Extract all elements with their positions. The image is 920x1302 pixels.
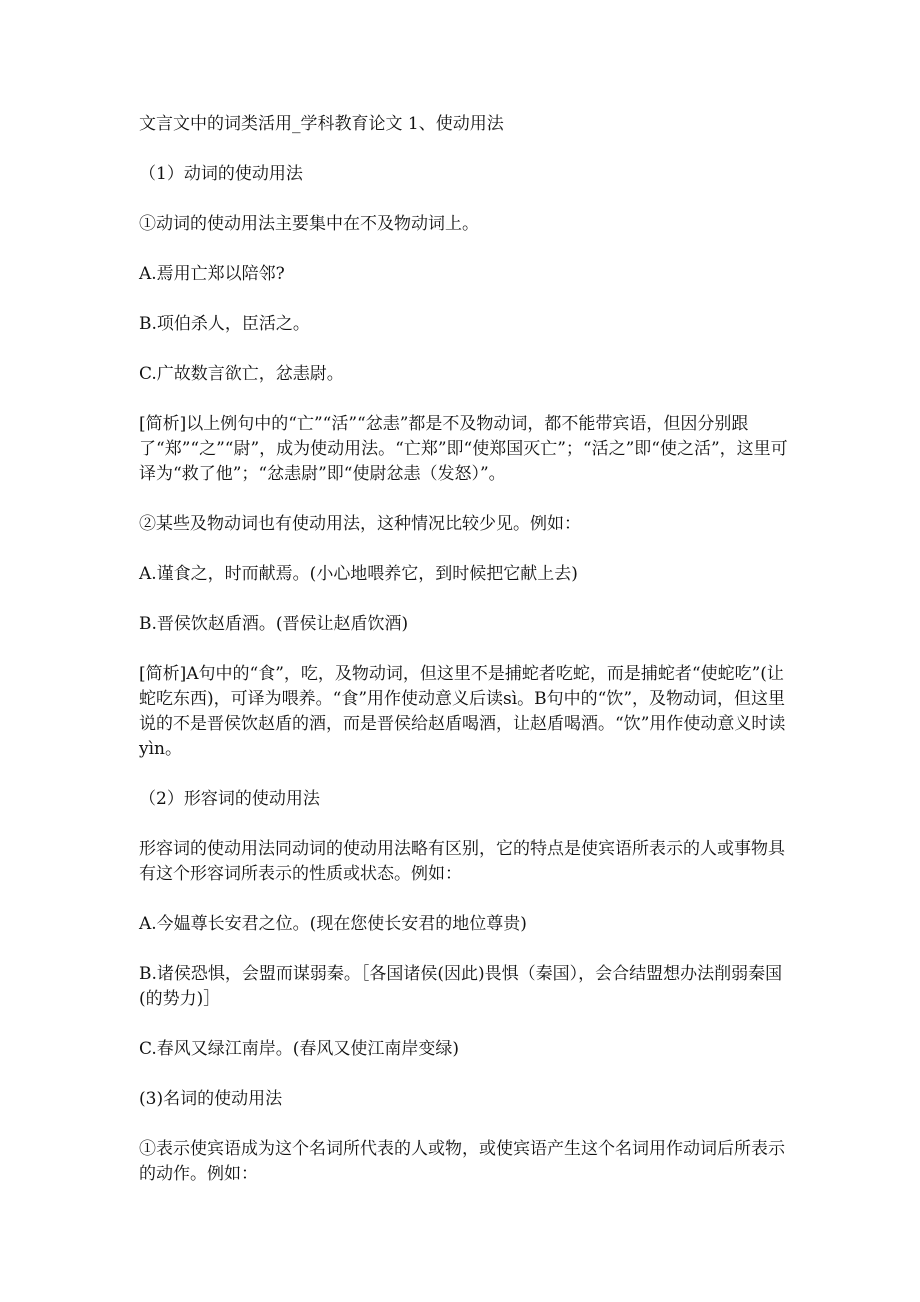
analysis-paragraph: [简析]以上例句中的“亡”“活”“忿恚”都是不及物动词，都不能带宾语，但因分别跟了“郑”“之”“尉”，成为使动用法。“亡郑”即“使郑国灭亡”；“活之”即“使之活”，这里可译为“救了他”；“忿恚尉”即“使尉忿恚（发怒）”。 — [139, 414, 788, 484]
example-b: B.项伯杀人，臣活之。 — [139, 314, 310, 334]
section-heading-noun-causative: (3)名词的使动用法 — [139, 1089, 283, 1109]
paragraph: ①动词的使动用法主要集中在不及物动词上。 — [139, 214, 479, 234]
example-c: C.广故数言欲亡，忿恚尉。 — [139, 364, 344, 384]
document-body — [139, 112, 789, 1212]
paragraph: 形容词的使动用法同动词的使动用法略有区别，它的特点是使宾语所表示的人或事物具有这个形容词所表示的性质或状态。例如： — [139, 839, 785, 884]
analysis-paragraph: [简析]A句中的“食”，吃，及物动词，但这里不是捕蛇者吃蛇，而是捕蛇者“使蛇吃”(让蛇吃东西)，可译为喂养。“食”用作使动意义后读sì。B句中的“饮”，及物动词，但这里说的不是晋侯饮赵盾的酒，而是晋侯给赵盾喝酒，让赵盾喝酒。“饮”用作使动意义时读yìn。 — [139, 664, 786, 759]
example-a: A.今媪尊长安君之位。(现在您使长安君的地位尊贵) — [139, 914, 527, 934]
section-heading-adjective-causative: （2）形容词的使动用法 — [139, 789, 320, 809]
example-b: B.晋侯饮赵盾酒。(晋侯让赵盾饮酒) — [139, 614, 409, 634]
example-a: A.焉用亡郑以陪邻? — [139, 264, 285, 284]
paragraph: ②某些及物动词也有使动用法，这种情况比较少见。例如： — [139, 514, 581, 534]
example-a: A.谨食之，时而献焉。(小心地喂养它，到时候把它献上去) — [139, 564, 578, 584]
example-c: C.春风又绿江南岸。(春风又使江南岸变绿) — [139, 1039, 460, 1059]
paragraph: ①表示使宾语成为这个名词所代表的人或物，或使宾语产生这个名词用作动词后所表示的动作。例如： — [139, 1139, 785, 1184]
example-b: B.诸侯恐惧，会盟而谋弱秦。［各国诸侯(因此)畏惧（秦国），会合结盟想办法削弱秦国(的势力)］ — [139, 964, 783, 1009]
section-heading-verb-causative: （1）动词的使动用法 — [139, 164, 303, 184]
document-title: 文言文中的词类活用_学科教育论文 1、使动用法 — [139, 114, 504, 134]
